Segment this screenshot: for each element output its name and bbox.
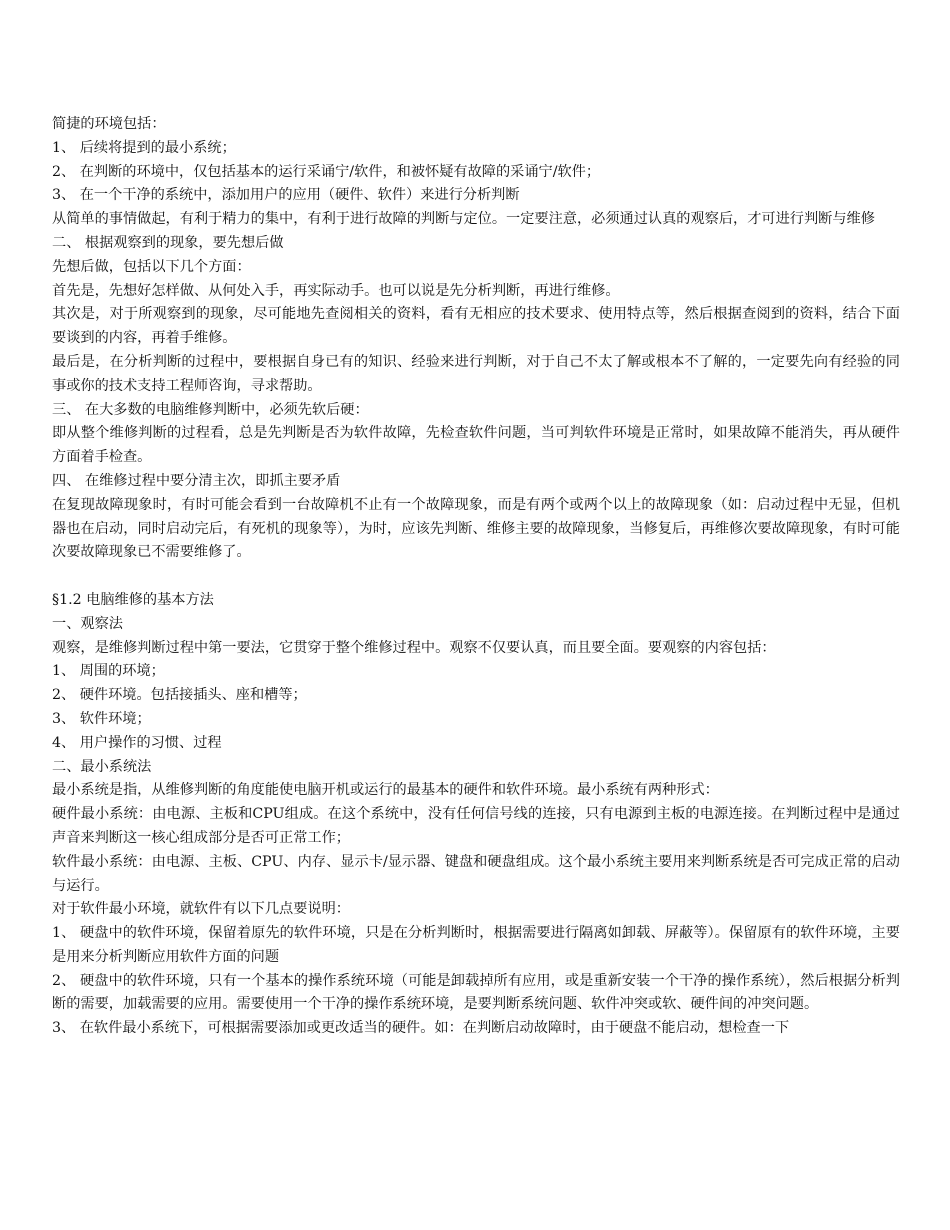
list-item: 2、 在判断的环境中，仅包括基本的运行采诵宁/软件，和被怀疑有故障的采诵宁/软件； xyxy=(52,163,601,180)
paragraph: 最小系统是指，从维修判断的角度能使电脑开机或运行的最基本的硬件和软件环境。最小系统有两种形式： xyxy=(52,782,719,799)
section-heading: 二、 根据观察到的现象，要先想后做 xyxy=(52,234,284,251)
paragraph: 首先是，先想好怎样做、从何处入手，再实际动手。也可以说是先分析判断，再进行维修。 xyxy=(52,282,620,299)
list-item: 2、 硬件环境。包括接插头、座和槽等； xyxy=(52,687,307,704)
list-item: 1、 周围的环境； xyxy=(52,663,165,680)
section-heading: 二、最小系统法 xyxy=(52,758,152,775)
document-page xyxy=(52,113,900,1041)
paragraph: 即从整个维修判断的过程看，总是先判断是否为软件故障，先检查软件问题，当可判软件环境是正常时，如果故障不能消失，再从硬件方面着手检查。 xyxy=(52,425,900,466)
list-item: 4、 用户操作的习惯、过程 xyxy=(52,734,222,751)
blank-line xyxy=(52,565,900,589)
list-item: 3、 软件环境； xyxy=(52,710,151,727)
paragraph: 对于软件最小环境，就软件有以下几点要说明： xyxy=(52,901,350,918)
paragraph: 从简单的事情做起，有利于精力的集中，有利于进行故障的判断与定位。一定要注意，必须通过认真的观察后，才可进行判断与维修 xyxy=(52,211,875,228)
paragraph: 观察，是维修判断过程中第一要法，它贯穿于整个维修过程中。观察不仅要认真，而且要全面。要观察的内容包括： xyxy=(52,639,776,656)
paragraph: 在复现故障现象时，有时可能会看到一台故障机不止有一个故障现象，而是有两个或两个以上的故障现象（如：启动过程中无显，但机器也在启动，同时启动完后，有死机的现象等），为时，应该先判断、维修主要的故障现象，当修复后，再维修次要故障现象，有时可能次要故障现象已不需要维修了。 xyxy=(52,496,900,561)
paragraph: 其次是，对于所观察到的现象，尽可能地先查阅相关的资料，看有无相应的技术要求、使用特点等，然后根据查阅到的资料，结合下面要谈到的内容，再着手维修。 xyxy=(52,306,900,347)
paragraph: 软件最小系统：由电源、主板、CPU、内存、显示卡/显示器、键盘和硬盘组成。这个最小系统主要用来判断系统是否可完成正常的启动与运行。 xyxy=(52,853,900,894)
list-item: 3、 在软件最小系统下，可根据需要添加或更改适当的硬件。如：在判断启动故障时，由于硬盘不能启动，想检查一下 xyxy=(52,1020,790,1037)
list-item: 1、 后续将提到的最小系统； xyxy=(52,139,236,156)
paragraph: 硬件最小系统：由电源、主板和CPU组成。在这个系统中，没有任何信号线的连接，只有电源到主板的电源连接。在判断过程中是通过声音来判断这一核心组成部分是否可正常工作； xyxy=(52,806,900,846)
section-heading: 一、观察法 xyxy=(52,615,123,632)
chapter-heading: §1.2 电脑维修的基本方法 xyxy=(52,591,214,608)
section-heading: 四、 在维修过程中要分清主次，即抓主要矛盾 xyxy=(52,472,341,489)
paragraph: 先想后做，包括以下几个方面： xyxy=(52,258,251,275)
list-item: 3、 在一个干净的系统中，添加用户的应用（硬件、软件）来进行分析判断 xyxy=(52,187,520,204)
list-item: 1、 硬盘中的软件环境，保留着原先的软件环境，只是在分析判断时，根据需要进行隔离如卸载、屏蔽等）。保留原有的软件环境，主要是用来分析判断应用软件方面的问题 xyxy=(52,925,900,965)
paragraph: 最后是，在分析判断的过程中，要根据自身已有的知识、经验来进行判断，对于自己不太了解或根本不了解的，一定要先向有经验的同事或你的技术支持工程师咨询，寻求帮助。 xyxy=(52,353,900,394)
paragraph: 简捷的环境包括： xyxy=(52,116,166,132)
list-item: 2、 硬盘中的软件环境，只有一个基本的操作系统环境（可能是卸载掉所有应用，或是重新安装一个干净的操作系统），然后根据分析判断的需要，加载需要的应用。需要使用一个干净的操作系统环境，是要判断系统问题、软件冲突或软、硬件间的冲突问题。 xyxy=(52,972,900,1013)
section-heading: 三、 在大多数的电脑维修判断中，必须先软后硬： xyxy=(52,401,369,418)
